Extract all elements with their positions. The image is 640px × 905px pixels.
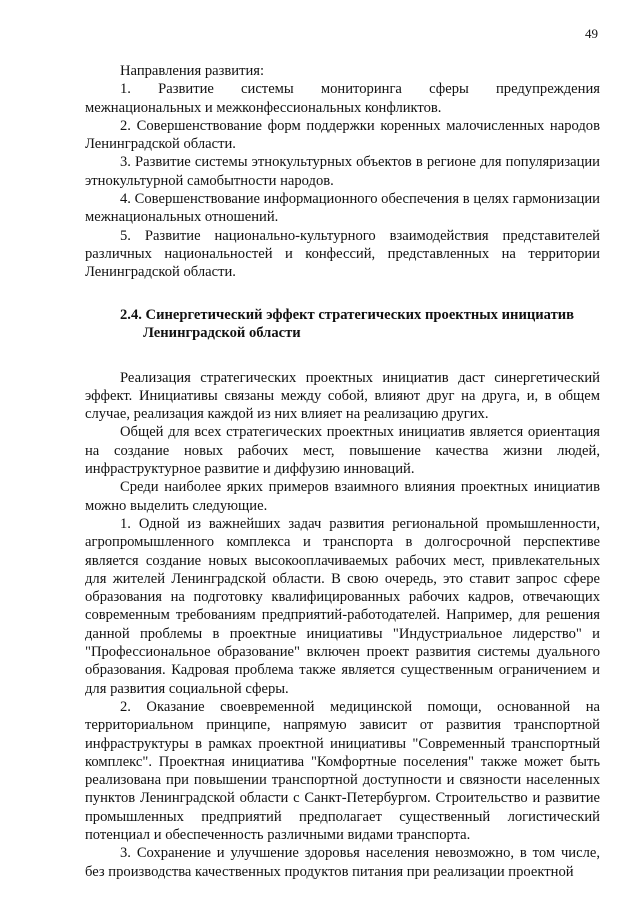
- paragraph: 3. Сохранение и улучшение здоровья населения невозможно, в том числе, без производства качественных продуктов питания при реализации проектной: [85, 845, 600, 880]
- page-number: 49: [585, 26, 598, 41]
- paragraph: 2. Оказание своевременной медицинской помощи, основанной на территориальном принципе, напрямую зависит от развития транспортной инфраструктуры в рамках проектной инициативы "Современный транспортный комплекс". Проектная инициатива "Комфортные поселения" также может быть реализована при повышении транспортной доступности и связности населенных пунктов Ленинградской области с Санкт-Петербургом. Строительство и развитие промышленных предприятий предполагает существенный логистический потенциал и обеспеченность различными видами транспорта.: [85, 698, 600, 843]
- direction-item-2: 2. Совершенствование форм поддержки коренных малочисленных народов Ленинградской области.: [85, 117, 600, 153]
- paragraph: 1. Одной из важнейших задач развития региональной промышленности, агропромышленного комплекса и транспорта в долгосрочной перспективе является создание новых высокооплачиваемых рабочих мест, привлекательных для жителей Ленинградской области. В свою очередь, это ставит запрос сфере образования на подготовку квалифицированных рабочих кадров, отвечающих современным требованиям предприятий-работодателей. Например, для решения данной проблемы в проектные инициативы "Индустриальное лидерство" и "Профессиональное образование" включен проект развития системы дуального образования. Кадровая проблема также является существенным ограничением и для развития социальной сферы.: [85, 515, 600, 697]
- section-heading: [85, 306, 600, 343]
- document-body: [85, 62, 600, 881]
- direction-item-3: 3. Развитие системы этнокультурных объектов в регионе для популяризации этнокультурной самобытности народов.: [85, 154, 600, 189]
- direction-item-1: 1. Развитие системы мониторинга сферы предупреждения межнациональных и межконфессиональных конфликтов.: [85, 81, 600, 116]
- paragraph: Среди наиболее ярких примеров взаимного влияния проектных инициатив можно выделить следующие.: [85, 479, 600, 514]
- direction-item-5: 5. Развитие национально-культурного взаимодействия представителей различных национальностей и конфессий, представленных на территории Ленинградской области.: [85, 227, 600, 281]
- paragraph: Общей для всех стратегических проектных инициатив является ориентация на создание новых рабочих мест, повышение качества жизни людей, инфраструктурное развитие и диффузию инноваций.: [85, 424, 600, 478]
- section-heading-line1: 2.4. Синергетический эффект стратегических проектных инициатив: [120, 306, 575, 323]
- direction-item-4: 4. Совершенствование информационного обеспечения в целях гармонизации межнациональных отношений.: [85, 191, 600, 226]
- section-heading-line2: Ленинградской области: [143, 325, 301, 342]
- directions-title: Направления развития:: [120, 63, 265, 79]
- paragraph: Реализация стратегических проектных инициатив даст синергетический эффект. Инициативы связаны между собой, влияют друг на друга, и, в общем случае, реализация каждой из них влияет на реализацию других.: [85, 369, 600, 423]
